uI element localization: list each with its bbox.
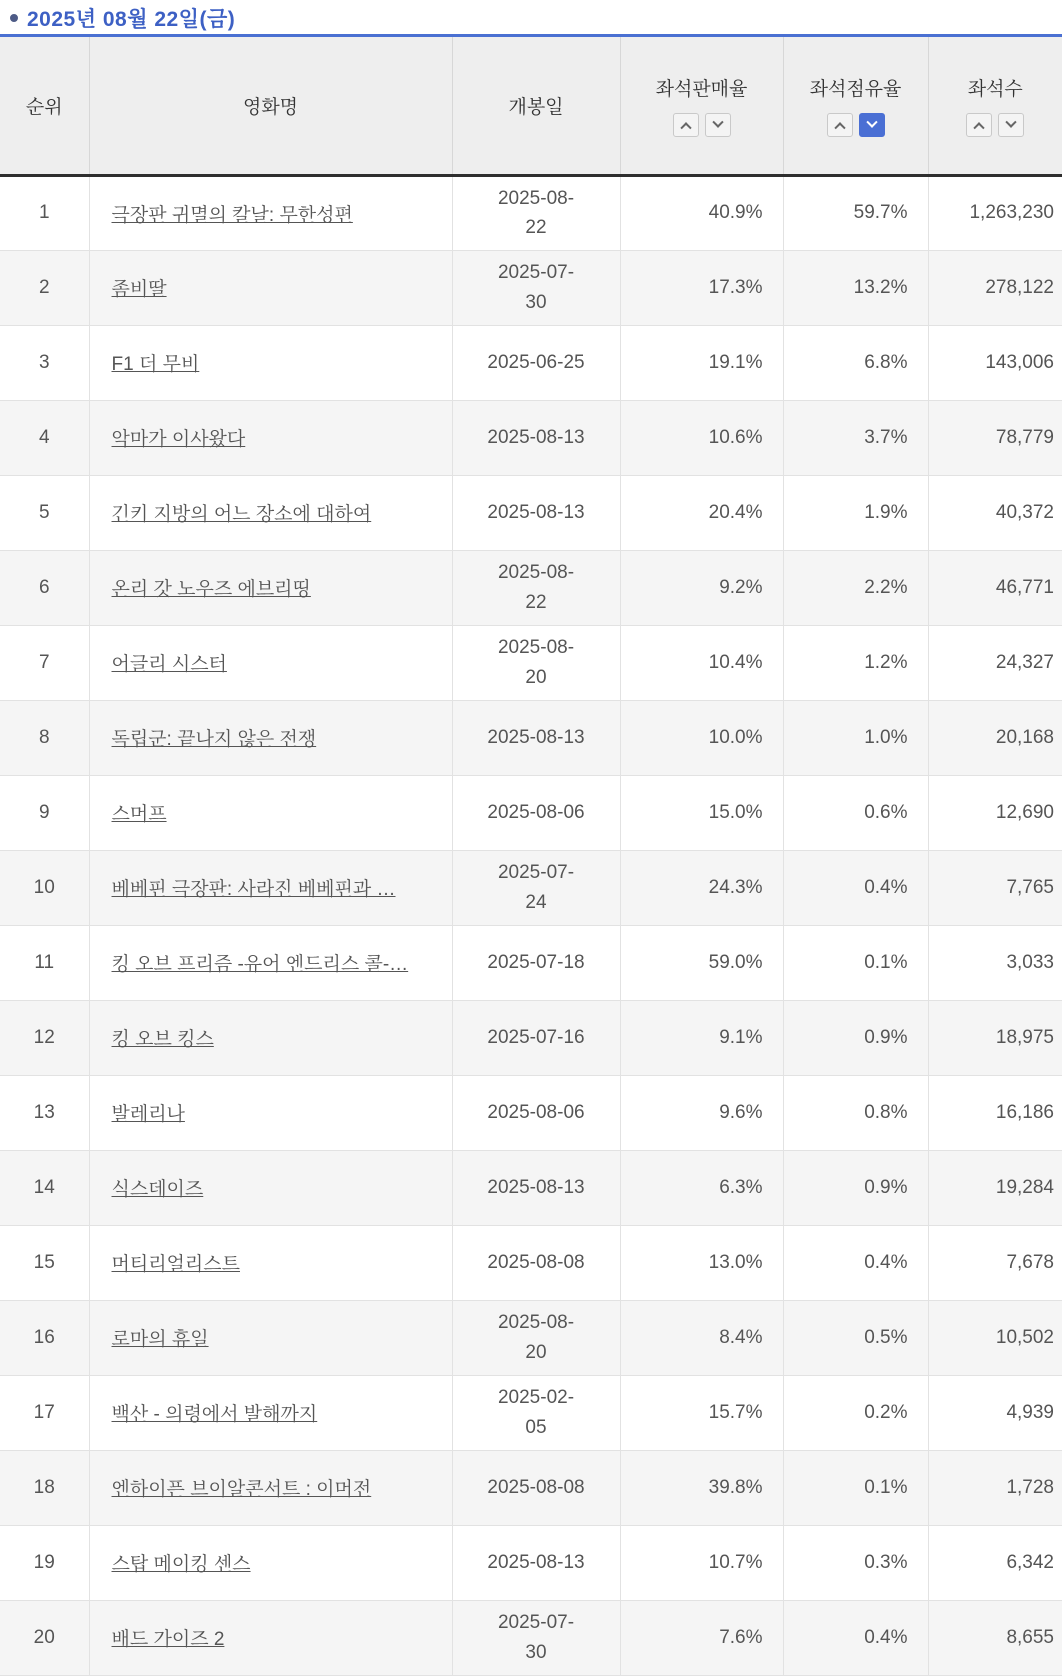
release-date-cell xyxy=(452,1225,620,1300)
release-date-line1: 2025-08-08 xyxy=(487,1476,585,1498)
table-row xyxy=(0,1150,1062,1225)
release-date-cell xyxy=(452,1450,620,1525)
movie-title-cell xyxy=(89,1000,452,1075)
seat-share-rate-cell xyxy=(783,775,928,850)
seat-count-cell xyxy=(928,1450,1062,1525)
movie-title-cell xyxy=(89,1300,452,1375)
movie-title-link[interactable]: 머티리얼리스트 xyxy=(111,1254,240,1275)
seat-sales-rate-cell xyxy=(620,1600,783,1675)
chevron-down-icon xyxy=(1006,116,1017,127)
movie-title-link[interactable]: 엔하이픈 브이알콘서트 : 이머전 xyxy=(111,1479,372,1500)
movie-title-link[interactable]: 식스데이즈 xyxy=(111,1179,204,1200)
table-row xyxy=(0,700,1062,775)
seat-share-rate-value: 0.3% xyxy=(864,1551,908,1573)
seat-share-rate-value: 1.9% xyxy=(864,501,908,523)
rank-value: 14 xyxy=(33,1176,55,1198)
movie-title-cell xyxy=(89,1225,452,1300)
release-date-line1: 2025-07-18 xyxy=(487,951,585,973)
release-date-cell xyxy=(452,850,620,925)
seat-count-value: 10,502 xyxy=(995,1326,1054,1348)
seat-share-rate-value: 0.4% xyxy=(864,1626,908,1648)
chevron-down-icon xyxy=(712,116,723,127)
seat-share-rate-value: 13.2% xyxy=(853,276,908,298)
column-label: 개봉일 xyxy=(508,96,564,118)
release-date-line1: 2025-08- xyxy=(497,187,575,209)
seat-sales-rate-cell xyxy=(620,775,783,850)
rank-value: 9 xyxy=(38,801,50,823)
rank-cell xyxy=(0,1525,89,1600)
seat-sales-rate-value: 15.0% xyxy=(708,801,763,823)
rank-cell xyxy=(0,1600,89,1675)
rank-cell xyxy=(0,1375,89,1450)
seat-count-cell xyxy=(928,475,1062,550)
movie-title-link[interactable]: 킹 오브 프리즘 -유어 엔드리스 콜-… xyxy=(111,954,409,975)
rank-value: 18 xyxy=(33,1476,55,1498)
seat-count-cell xyxy=(928,775,1062,850)
seat-count-cell xyxy=(928,850,1062,925)
rank-cell xyxy=(0,625,89,700)
seat-count-value: 16,186 xyxy=(995,1101,1054,1123)
rank-value: 11 xyxy=(34,951,55,973)
movie-title-cell xyxy=(89,925,452,1000)
release-date-cell xyxy=(452,625,620,700)
seat-sales-rate-value: 10.4% xyxy=(708,651,763,673)
table-row xyxy=(0,475,1062,550)
release-date-line1: 2025-08-13 xyxy=(487,1176,585,1198)
release-date-cell xyxy=(452,925,620,1000)
seat-share-rate-cell xyxy=(783,850,928,925)
movie-title-cell xyxy=(89,400,452,475)
rank-cell xyxy=(0,400,89,475)
seat-share-rate-value: 3.7% xyxy=(864,426,908,448)
seat-count-value: 278,122 xyxy=(985,276,1054,298)
movie-title-cell xyxy=(89,250,452,325)
seat-count-value: 7,765 xyxy=(1006,876,1054,898)
movie-title-cell xyxy=(89,1450,452,1525)
movie-title-link[interactable]: 극장판 귀멸의 칼날: 무한성편 xyxy=(111,204,353,226)
seat-sales-rate-value: 40.9% xyxy=(708,202,763,223)
ring-icon xyxy=(10,14,18,22)
header-row xyxy=(0,37,1062,175)
movie-title-link[interactable]: 발레리나 xyxy=(111,1104,185,1125)
seat-count-value: 4,939 xyxy=(1006,1401,1054,1423)
seat-sales-rate-cell xyxy=(620,175,783,250)
rank-value: 6 xyxy=(38,576,50,598)
column-header-seat-share-rate xyxy=(783,37,928,175)
release-date-line2: 20 xyxy=(525,1341,547,1363)
movie-title-cell xyxy=(89,1600,452,1675)
seat-sales-rate-value: 24.3% xyxy=(708,876,763,898)
table-row xyxy=(0,550,1062,625)
seat-sales-rate-value: 13.0% xyxy=(708,1251,763,1273)
seat-share-rate-cell xyxy=(783,700,928,775)
release-date-cell xyxy=(452,400,620,475)
release-date-cell xyxy=(452,175,620,250)
rank-cell xyxy=(0,775,89,850)
seat-sales-rate-cell xyxy=(620,1000,783,1075)
release-date-line2: 24 xyxy=(525,891,547,913)
seat-count-cell xyxy=(928,700,1062,775)
table-row xyxy=(0,1600,1062,1675)
movie-title-cell xyxy=(89,625,452,700)
seat-share-rate-cell xyxy=(783,325,928,400)
rank-value: 1 xyxy=(38,202,50,223)
seat-count-value: 19,284 xyxy=(995,1176,1054,1198)
seat-sales-rate-cell xyxy=(620,250,783,325)
rank-cell xyxy=(0,700,89,775)
rank-value: 5 xyxy=(38,501,50,523)
movie-title-link[interactable]: 스머프 xyxy=(111,804,167,825)
seat-sales-rate-cell xyxy=(620,325,783,400)
seat-sales-rate-value: 17.3% xyxy=(708,276,763,298)
rank-cell xyxy=(0,1300,89,1375)
seat-sales-rate-value: 10.0% xyxy=(708,726,763,748)
seat-share-rate-cell xyxy=(783,1225,928,1300)
column-label: 좌석판매율 xyxy=(655,78,748,100)
seat-count-value: 6,342 xyxy=(1006,1551,1054,1573)
seat-sales-rate-cell xyxy=(620,850,783,925)
seat-share-rate-value: 0.8% xyxy=(864,1101,908,1123)
seat-share-rate-value: 0.6% xyxy=(864,801,908,823)
seat-count-cell xyxy=(928,1525,1062,1600)
rank-cell xyxy=(0,250,89,325)
release-date-line2: 30 xyxy=(525,291,547,313)
table-row xyxy=(0,1225,1062,1300)
seat-share-rate-value: 0.1% xyxy=(864,951,908,973)
table-row xyxy=(0,1000,1062,1075)
page-title-bar xyxy=(0,0,1062,34)
seat-count-cell xyxy=(928,1300,1062,1375)
seat-sales-rate-value: 6.3% xyxy=(719,1176,763,1198)
chevron-up-icon xyxy=(834,122,845,133)
release-date-line1: 2025-07- xyxy=(497,1612,575,1634)
seat-sales-rate-value: 15.7% xyxy=(708,1401,763,1423)
rank-value: 3 xyxy=(38,351,50,373)
column-header-rank xyxy=(0,37,89,175)
seat-count-value: 143,006 xyxy=(985,351,1054,373)
movie-title-cell xyxy=(89,325,452,400)
seat-sales-rate-value: 8.4% xyxy=(719,1326,763,1348)
chevron-down-icon xyxy=(866,116,877,127)
rank-cell xyxy=(0,925,89,1000)
table-row xyxy=(0,175,1062,250)
sort-asc-button-seat-share-rate[interactable] xyxy=(827,113,853,137)
seat-sales-rate-cell xyxy=(620,1075,783,1150)
seat-sales-rate-value: 9.1% xyxy=(719,1026,763,1048)
seat-sales-rate-cell xyxy=(620,400,783,475)
rank-value: 20 xyxy=(33,1626,55,1648)
column-label: 영화명 xyxy=(242,96,299,118)
seat-count-value: 3,033 xyxy=(1006,951,1054,973)
release-date-line2: 22 xyxy=(525,217,547,238)
column-label: 순위 xyxy=(25,96,63,118)
release-date-line1: 2025-08-13 xyxy=(487,726,585,748)
seat-sales-rate-cell xyxy=(620,625,783,700)
rank-cell xyxy=(0,550,89,625)
seat-share-rate-value: 6.8% xyxy=(864,351,908,373)
rank-value: 10 xyxy=(33,876,55,898)
release-date-line1: 2025-08-13 xyxy=(487,1551,585,1573)
rank-cell xyxy=(0,325,89,400)
table-row xyxy=(0,1075,1062,1150)
movie-title-cell xyxy=(89,700,452,775)
seat-share-rate-cell xyxy=(783,475,928,550)
seat-sales-rate-cell xyxy=(620,550,783,625)
seat-count-value: 46,771 xyxy=(995,576,1054,598)
sort-desc-button-seat-count[interactable] xyxy=(998,113,1024,137)
seat-share-rate-value: 0.2% xyxy=(864,1401,908,1423)
release-date-cell xyxy=(452,1375,620,1450)
seat-share-rate-cell xyxy=(783,1450,928,1525)
seat-sales-rate-cell xyxy=(620,1450,783,1525)
seat-count-cell xyxy=(928,925,1062,1000)
seat-sales-rate-cell xyxy=(620,1150,783,1225)
seat-count-cell xyxy=(928,1150,1062,1225)
rank-value: 7 xyxy=(38,651,50,673)
rank-value: 2 xyxy=(38,276,50,298)
seat-share-rate-value: 59.7% xyxy=(853,202,908,223)
movie-title-link[interactable]: 긴키 지방의 어느 장소에 대하여 xyxy=(111,504,372,525)
rank-value: 15 xyxy=(33,1251,55,1273)
seat-count-value: 1,263,230 xyxy=(969,202,1054,223)
movie-title-cell xyxy=(89,850,452,925)
release-date-line1: 2025-08-13 xyxy=(487,501,585,523)
release-date-line1: 2025-02- xyxy=(497,1387,575,1409)
seat-share-rate-cell xyxy=(783,1375,928,1450)
rank-value: 17 xyxy=(33,1401,55,1423)
release-date-line2: 20 xyxy=(525,666,547,688)
column-label: 좌석점유율 xyxy=(809,78,902,100)
table-row xyxy=(0,775,1062,850)
sort-asc-button-seat-count[interactable] xyxy=(966,113,992,137)
seat-count-cell xyxy=(928,1000,1062,1075)
rank-value: 8 xyxy=(38,726,50,748)
movie-title-link[interactable]: 어글리 시스터 xyxy=(111,654,227,675)
release-date-cell xyxy=(452,700,620,775)
release-date-cell xyxy=(452,1600,620,1675)
sort-desc-button-seat-sales-rate[interactable] xyxy=(705,113,731,137)
rank-cell xyxy=(0,1225,89,1300)
seat-share-rate-value: 0.5% xyxy=(864,1326,908,1348)
column-header-title xyxy=(89,37,452,175)
seat-share-rate-value: 0.4% xyxy=(864,876,908,898)
seat-share-rate-cell xyxy=(783,1150,928,1225)
release-date-line2: 30 xyxy=(525,1641,547,1663)
movie-title-link[interactable]: 온리 갓 노우즈 에브리띵 xyxy=(111,579,311,600)
rank-value: 19 xyxy=(33,1551,55,1573)
table-row xyxy=(0,1450,1062,1525)
table-row xyxy=(0,1525,1062,1600)
seat-count-cell xyxy=(928,550,1062,625)
seat-count-value: 1,728 xyxy=(1006,1476,1054,1498)
rank-cell xyxy=(0,850,89,925)
seat-count-value: 40,372 xyxy=(995,501,1054,523)
table-row xyxy=(0,325,1062,400)
rank-cell xyxy=(0,1450,89,1525)
column-header-seat-count xyxy=(928,37,1062,175)
movie-title-cell xyxy=(89,550,452,625)
table-row xyxy=(0,850,1062,925)
seat-sales-rate-cell xyxy=(620,475,783,550)
movie-title-cell xyxy=(89,1375,452,1450)
seat-count-cell xyxy=(928,625,1062,700)
release-date-line2: 22 xyxy=(525,591,547,613)
release-date-line2: 05 xyxy=(525,1416,547,1438)
seat-share-rate-cell xyxy=(783,1000,928,1075)
seat-count-cell xyxy=(928,1225,1062,1300)
release-date-line1: 2025-08- xyxy=(497,562,575,584)
seat-count-cell xyxy=(928,1375,1062,1450)
movie-title-cell xyxy=(89,1075,452,1150)
release-date-line1: 2025-08- xyxy=(497,637,575,659)
release-date-line1: 2025-08- xyxy=(497,1312,575,1334)
seat-share-rate-value: 0.9% xyxy=(864,1176,908,1198)
release-date-cell xyxy=(452,475,620,550)
movie-title-link[interactable]: 배드 가이즈 2 xyxy=(111,1629,225,1650)
release-date-cell xyxy=(452,1150,620,1225)
seat-share-rate-cell xyxy=(783,1075,928,1150)
seat-sales-rate-cell xyxy=(620,1300,783,1375)
rank-value: 16 xyxy=(33,1326,55,1348)
sort-desc-button-seat-share-rate[interactable] xyxy=(859,113,885,137)
rank-cell xyxy=(0,1000,89,1075)
release-date-line1: 2025-08-13 xyxy=(487,426,585,448)
movie-title-cell xyxy=(89,1525,452,1600)
rank-value: 13 xyxy=(33,1101,55,1123)
release-date-cell xyxy=(452,250,620,325)
seat-share-rate-cell xyxy=(783,1300,928,1375)
seat-sales-rate-cell xyxy=(620,925,783,1000)
movie-title-link[interactable]: 독립군: 끝나지 않은 전쟁 xyxy=(111,729,317,750)
page-title: 2025년 08월 22일(금) xyxy=(27,8,236,31)
seat-share-rate-cell xyxy=(783,1600,928,1675)
seat-sales-rate-value: 9.6% xyxy=(719,1101,763,1123)
table-row xyxy=(0,625,1062,700)
seat-count-cell xyxy=(928,175,1062,250)
rank-cell xyxy=(0,175,89,250)
release-date-line1: 2025-07- xyxy=(497,862,575,884)
seat-count-cell xyxy=(928,250,1062,325)
movie-title-cell xyxy=(89,1150,452,1225)
rank-cell xyxy=(0,1150,89,1225)
seat-sales-rate-value: 9.2% xyxy=(719,576,763,598)
release-date-cell xyxy=(452,325,620,400)
seat-sales-rate-value: 10.7% xyxy=(708,1551,763,1573)
rank-cell xyxy=(0,475,89,550)
seat-share-rate-value: 0.4% xyxy=(864,1251,908,1273)
movie-title-cell xyxy=(89,475,452,550)
release-date-line1: 2025-07-16 xyxy=(487,1026,585,1048)
release-date-line1: 2025-07- xyxy=(497,262,575,284)
seat-sales-rate-cell xyxy=(620,1375,783,1450)
release-date-cell xyxy=(452,1300,620,1375)
table-row xyxy=(0,925,1062,1000)
seat-sales-rate-cell xyxy=(620,1525,783,1600)
seat-share-rate-value: 0.9% xyxy=(864,1026,908,1048)
column-header-release-date xyxy=(452,37,620,175)
seat-sales-rate-value: 59.0% xyxy=(708,951,763,973)
movie-title-cell xyxy=(89,775,452,850)
seat-share-rate-cell xyxy=(783,1525,928,1600)
table-row xyxy=(0,250,1062,325)
seat-count-cell xyxy=(928,400,1062,475)
chevron-up-icon xyxy=(974,122,985,133)
seat-share-rate-value: 1.0% xyxy=(864,726,908,748)
sort-asc-button-seat-sales-rate[interactable] xyxy=(673,113,699,137)
seat-share-rate-cell xyxy=(783,625,928,700)
chevron-up-icon xyxy=(680,122,691,133)
seat-count-value: 12,690 xyxy=(995,801,1054,823)
seat-count-value: 24,327 xyxy=(995,651,1054,673)
seat-sales-rate-cell xyxy=(620,1225,783,1300)
seat-share-rate-cell xyxy=(783,175,928,250)
seat-count-cell xyxy=(928,325,1062,400)
seat-share-rate-value: 0.1% xyxy=(864,1476,908,1498)
table-row xyxy=(0,1300,1062,1375)
movie-title-link[interactable]: 좀비딸 xyxy=(111,279,167,300)
seat-count-cell xyxy=(928,1075,1062,1150)
release-date-line1: 2025-06-25 xyxy=(487,351,585,373)
movie-title-link[interactable]: 스탑 메이킹 센스 xyxy=(111,1554,251,1575)
seat-count-value: 8,655 xyxy=(1006,1626,1054,1648)
movie-title-link[interactable]: 백산 - 의령에서 발해까지 xyxy=(111,1404,318,1425)
release-date-line1: 2025-08-06 xyxy=(487,801,585,823)
seat-share-rate-value: 2.2% xyxy=(864,576,908,598)
seat-sales-rate-cell xyxy=(620,700,783,775)
table-row xyxy=(0,1375,1062,1450)
seat-share-rate-cell xyxy=(783,250,928,325)
release-date-line1: 2025-08-08 xyxy=(487,1251,585,1273)
release-date-cell xyxy=(452,775,620,850)
column-label: 좌석수 xyxy=(967,78,1023,100)
seat-share-rate-value: 1.2% xyxy=(864,651,908,673)
release-date-cell xyxy=(452,1075,620,1150)
movie-title-link[interactable]: 킹 오브 킹스 xyxy=(111,1029,214,1050)
seat-sales-rate-value: 19.1% xyxy=(708,351,763,373)
seat-count-value: 20,168 xyxy=(995,726,1054,748)
movie-title-link[interactable]: 로마의 휴일 xyxy=(111,1329,209,1350)
movie-title-cell xyxy=(89,175,452,250)
seat-count-value: 7,678 xyxy=(1006,1251,1054,1273)
seat-count-cell xyxy=(928,1600,1062,1675)
seat-share-rate-cell xyxy=(783,925,928,1000)
rank-value: 4 xyxy=(38,426,50,448)
column-header-seat-sales-rate xyxy=(620,37,783,175)
seat-sales-rate-value: 10.6% xyxy=(708,426,763,448)
release-date-cell xyxy=(452,1000,620,1075)
seat-sales-rate-value: 7.6% xyxy=(719,1626,763,1648)
rank-cell xyxy=(0,1075,89,1150)
seat-share-rate-cell xyxy=(783,400,928,475)
rank-value: 12 xyxy=(33,1026,55,1048)
seat-share-rate-cell xyxy=(783,550,928,625)
release-date-cell xyxy=(452,1525,620,1600)
seat-count-value: 78,779 xyxy=(995,426,1054,448)
box-office-table xyxy=(0,37,1062,1676)
movie-title-link[interactable]: 베베핀 극장판: 사라진 베베핀과 … xyxy=(111,879,396,900)
table-row xyxy=(0,400,1062,475)
movie-title-link[interactable]: 악마가 이사왔다 xyxy=(111,429,246,450)
seat-count-value: 18,975 xyxy=(995,1026,1054,1048)
seat-sales-rate-value: 39.8% xyxy=(708,1476,763,1498)
movie-title-link[interactable]: F1 더 무비 xyxy=(111,354,200,375)
seat-sales-rate-value: 20.4% xyxy=(708,501,763,523)
release-date-line1: 2025-08-06 xyxy=(487,1101,585,1123)
release-date-cell xyxy=(452,550,620,625)
